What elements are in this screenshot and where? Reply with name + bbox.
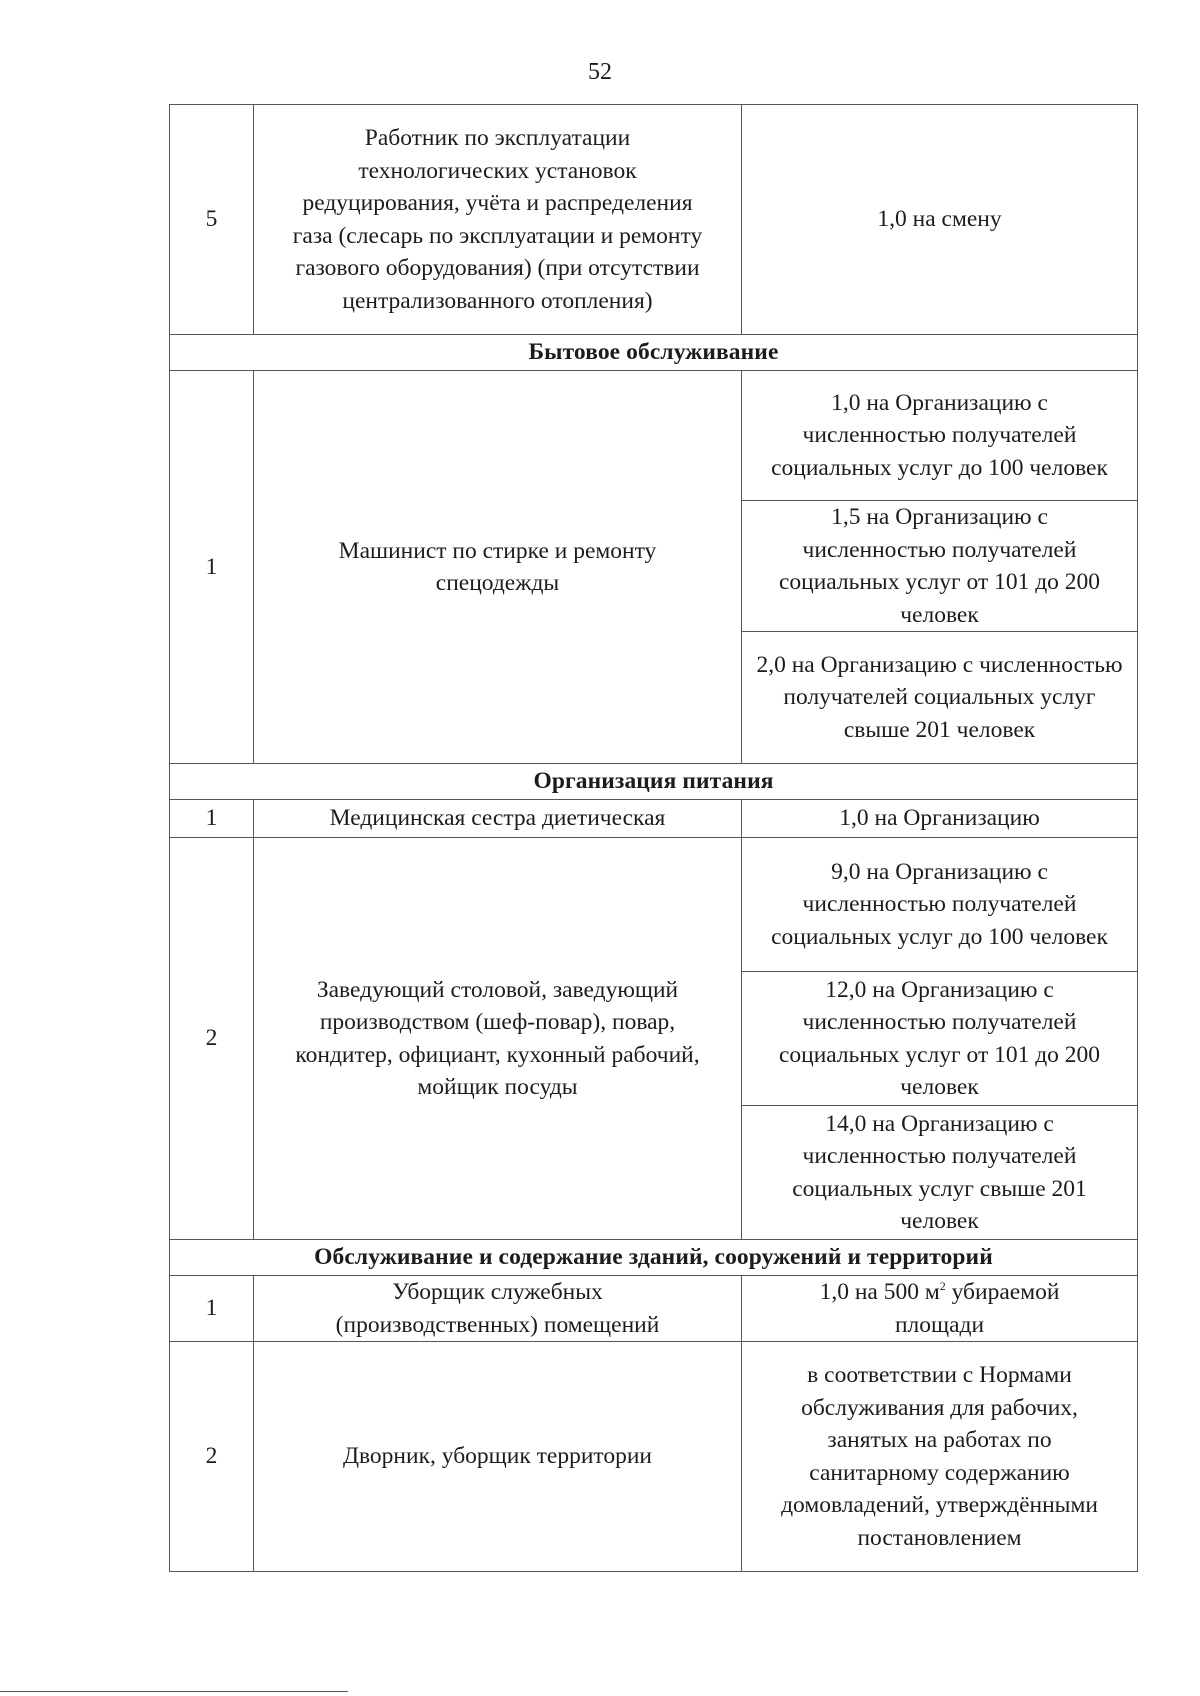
staff-norm: 2,0 на Организацию с численностью получателей социальных услуг свыше 201 человек (742, 632, 1138, 764)
staff-norm: 1,0 на Организацию (742, 800, 1138, 838)
staff-norm: 1,0 на Организацию с численностью получателей социальных услуг до 100 человек (742, 371, 1138, 501)
table-row (170, 371, 1138, 501)
staff-norm (742, 1276, 1138, 1342)
row-number: 1 (170, 800, 254, 838)
row-number: 5 (170, 105, 254, 335)
table-row (170, 800, 1138, 838)
superscript-exponent: 2 (939, 1279, 946, 1293)
staff-norm: в соответствии с Нормами обслуживания для рабочих, занятых на работах по санитарному содержанию домовладений, утверждёнными постановлением (742, 1342, 1138, 1572)
staff-norm: 14,0 на Организацию с численностью получателей социальных услуг свыше 201 человек (742, 1106, 1138, 1240)
section-header-row (170, 335, 1138, 371)
staff-norm-text: 1,0 на 500 м (819, 1279, 940, 1305)
position-name: Уборщик служебных (производственных) помещений (254, 1276, 742, 1342)
position-name: Медицинская сестра диетическая (254, 800, 742, 838)
staff-norm-text: убираемой площади (894, 1279, 1060, 1338)
staffing-norms-table (169, 104, 1138, 1572)
table-row (170, 1342, 1138, 1572)
section-title-buildings: Обслуживание и содержание зданий, сооружений и территорий (170, 1240, 1138, 1276)
staff-norm: 1,0 на смену (742, 105, 1138, 335)
table-row (170, 838, 1138, 972)
position-name: Заведующий столовой, заведующий производством (шеф-повар), повар, кондитер, официант, кухонный рабочий, мойщик посуды (254, 838, 742, 1240)
table-row (170, 105, 1138, 335)
footnote-separator (0, 1691, 348, 1692)
page-number: 52 (588, 59, 612, 85)
row-number: 1 (170, 1276, 254, 1342)
position-name: Работник по эксплуатации технологических установок редуцирования, учёта и распределения газа (слесарь по эксплуатации и ремонту газового оборудования) (при отсутствии централизованного отопления) (254, 105, 742, 335)
position-name: Дворник, уборщик территории (254, 1342, 742, 1572)
staff-norm: 1,5 на Организацию с численностью получателей социальных услуг от 101 до 200 человек (742, 501, 1138, 632)
section-header-row (170, 1240, 1138, 1276)
row-number: 1 (170, 371, 254, 764)
position-name: Машинист по стирке и ремонту спецодежды (254, 371, 742, 764)
row-number: 2 (170, 838, 254, 1240)
staff-norm: 9,0 на Организацию с численностью получателей социальных услуг до 100 человек (742, 838, 1138, 972)
section-title-household: Бытовое обслуживание (170, 335, 1138, 371)
section-title-food: Организация питания (170, 764, 1138, 800)
staff-norm: 12,0 на Организацию с численностью получателей социальных услуг от 101 до 200 человек (742, 972, 1138, 1106)
section-header-row (170, 764, 1138, 800)
table-row (170, 1276, 1138, 1342)
row-number: 2 (170, 1342, 254, 1572)
